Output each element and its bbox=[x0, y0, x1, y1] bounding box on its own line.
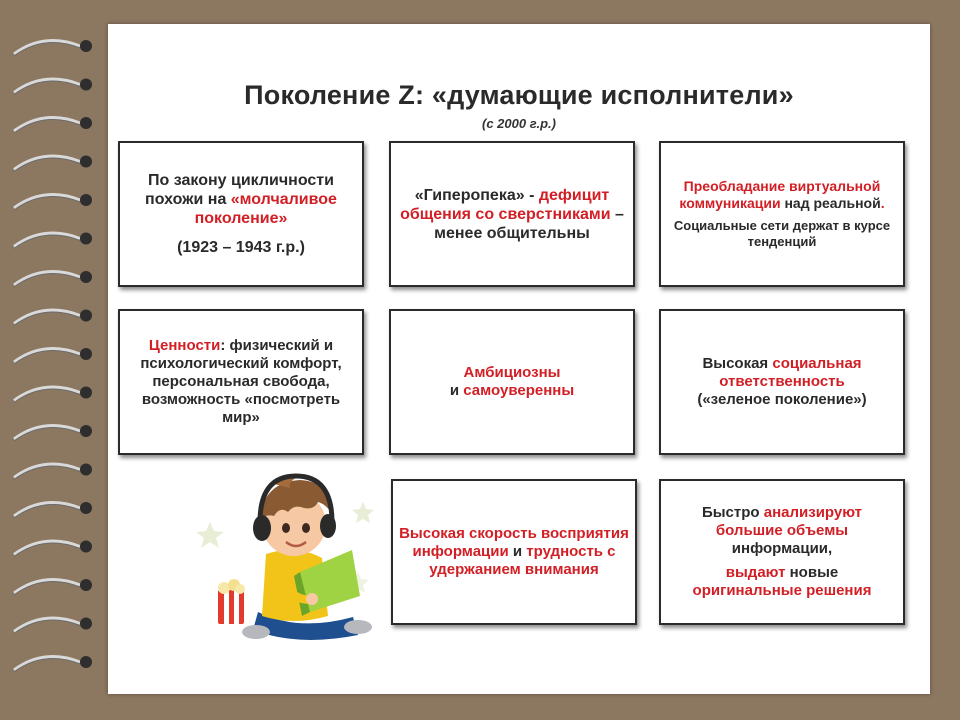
boy-with-laptop-icon bbox=[188, 462, 388, 652]
card-highlight: . bbox=[880, 195, 885, 211]
card-highlight: Преобладание виртуальной коммуникации bbox=[679, 178, 881, 211]
card-virtual-communication bbox=[659, 141, 905, 287]
card-silent-generation bbox=[118, 141, 364, 287]
spiral-ring-shadow bbox=[14, 389, 80, 402]
card-text: Высокая bbox=[702, 355, 773, 372]
card-years: (1923 – 1943 г.р.) bbox=[177, 239, 305, 256]
card-social-responsibility bbox=[659, 309, 905, 455]
card-highlight: «молчаливое поколение» bbox=[194, 191, 337, 227]
spiral-hole bbox=[80, 425, 92, 437]
spiral-ring-shadow bbox=[14, 158, 80, 171]
card-overprotection bbox=[389, 141, 635, 287]
spiral-ring-shadow bbox=[14, 582, 80, 595]
card-highlight: выдают bbox=[725, 564, 786, 581]
spiral-ring-shadow bbox=[14, 197, 80, 210]
card-text: информации, bbox=[731, 540, 833, 557]
spiral-hole bbox=[80, 233, 92, 245]
spiral-hole bbox=[80, 502, 92, 514]
card-highlight: трудность с удержанием внимания bbox=[429, 543, 616, 578]
spiral-ring-shadow bbox=[14, 235, 80, 248]
card-information-speed bbox=[391, 479, 637, 625]
page-subtitle: (с 2000 г.р.) bbox=[482, 116, 556, 131]
spiral-ring-shadow bbox=[14, 351, 80, 364]
card-highlight: большие объемы bbox=[715, 522, 849, 539]
card-text: и bbox=[508, 543, 527, 560]
card-text: – менее общительны bbox=[434, 205, 624, 242]
spiral-hole bbox=[80, 348, 92, 360]
spiral-hole bbox=[80, 656, 92, 668]
card-highlight: оригинальные решения bbox=[692, 582, 872, 599]
spiral-hole bbox=[80, 618, 92, 630]
spiral-ring-shadow bbox=[14, 543, 80, 556]
card-text: и bbox=[449, 382, 464, 399]
spiral-ring-shadow bbox=[14, 505, 80, 518]
spiral-hole bbox=[80, 541, 92, 553]
card-highlight: Ценности bbox=[148, 337, 221, 354]
spiral-hole bbox=[80, 79, 92, 91]
spiral-ring-shadow bbox=[14, 43, 80, 56]
card-values bbox=[118, 309, 364, 455]
spiral-hole bbox=[80, 156, 92, 168]
card-text: «Гиперопека» - bbox=[414, 186, 539, 204]
spiral-hole bbox=[80, 117, 92, 129]
card-text: Социальные сети держат в курсе тенденций bbox=[673, 218, 891, 249]
card-highlight: дефицит общения со сверстниками bbox=[400, 186, 611, 223]
card-analysis bbox=[659, 479, 905, 625]
card-highlight: социальная ответственность bbox=[719, 355, 862, 390]
card-highlight: самоуверенны bbox=[463, 382, 575, 399]
spiral-hole bbox=[80, 387, 92, 399]
spiral-binding-icon bbox=[10, 20, 110, 700]
card-highlight: Амбициозны bbox=[463, 364, 561, 381]
card-text: По закону цикличности похожи на bbox=[145, 172, 334, 208]
card-ambitious bbox=[389, 309, 635, 455]
spiral-ring-shadow bbox=[14, 120, 80, 133]
spiral-hole bbox=[80, 310, 92, 322]
spiral-ring-shadow bbox=[14, 620, 80, 633]
spiral-ring-shadow bbox=[14, 81, 80, 94]
spiral-ring-shadow bbox=[14, 428, 80, 441]
spiral-hole bbox=[80, 194, 92, 206]
card-text: («зеленое поколение») bbox=[697, 391, 867, 408]
card-text: над реальной bbox=[780, 195, 881, 211]
spiral-hole bbox=[80, 579, 92, 591]
spiral-ring-shadow bbox=[14, 312, 80, 325]
spiral-ring-shadow bbox=[14, 466, 80, 479]
spiral-hole bbox=[80, 271, 92, 283]
card-highlight: Высокая скорость восприятия информации bbox=[399, 525, 629, 560]
spiral-hole bbox=[80, 40, 92, 52]
spiral-hole bbox=[80, 464, 92, 476]
card-text: Быстро bbox=[701, 504, 764, 521]
card-text: : физический и психологический комфорт, персональная свобода, возможность «посмотреть мир» bbox=[140, 337, 342, 426]
page-title: Поколение Z: «думающие исполнители» bbox=[244, 80, 794, 110]
slide-page bbox=[108, 24, 930, 694]
spiral-ring-shadow bbox=[14, 274, 80, 287]
card-highlight: анализируют bbox=[763, 504, 863, 521]
spiral-ring-shadow bbox=[14, 659, 80, 672]
card-text: новые bbox=[785, 564, 839, 581]
